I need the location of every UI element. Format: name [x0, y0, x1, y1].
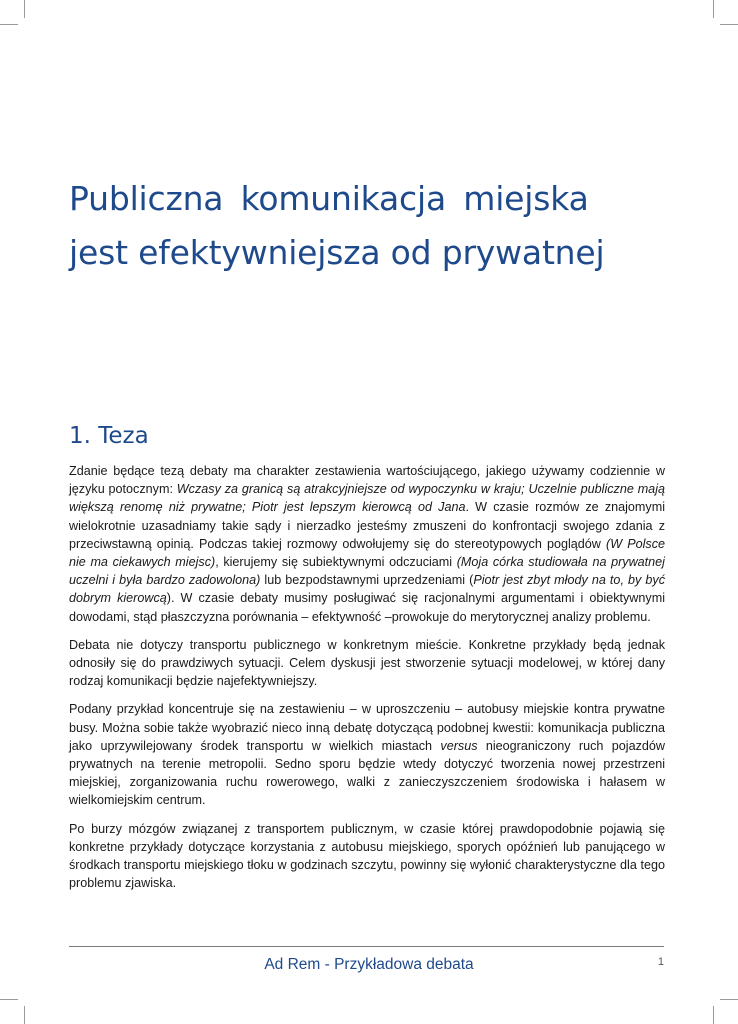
title-line-2: jest efektywniejsza od prywatnej	[69, 233, 605, 272]
document-title	[69, 172, 679, 280]
crop-mark-bottom-left-vertical	[24, 1006, 25, 1024]
text-segment: Debata nie dotyczy transportu publicznego w konkretnym mieście. Konkretne przykłady będą jednak odnosiły się do prawdziwych sytuacji. Celem dyskusji jest stworzenie sytuacji modelowej, w której dany rodzaj komunikacji będzie najefektywniejszy.	[69, 637, 665, 689]
crop-mark-bottom-right-vertical	[713, 1006, 714, 1024]
text-segment: lub bezpodstawnymi uprzedzeniami (	[260, 573, 474, 588]
footer-title: Ad Rem - Przykładowa debata	[264, 956, 474, 973]
italic-text-segment: versus	[440, 738, 478, 753]
paragraph-4	[69, 820, 665, 893]
italic-text-segment: (W Polsce nie ma ciekawych miejsc)	[69, 536, 665, 570]
crop-mark-bottom-right-horizontal	[720, 999, 738, 1000]
text-segment: , kierujemy się subiektywnymi odczuciami	[215, 555, 457, 570]
footer-divider	[69, 946, 664, 947]
page-number: 1	[657, 956, 664, 968]
crop-mark-top-right-horizontal	[720, 24, 738, 25]
section-heading: 1. Teza	[69, 423, 149, 449]
crop-mark-bottom-left-horizontal	[0, 999, 18, 1000]
italic-text-segment: (Moja córka studiowała na prywatnej uczelni i była bardzo zadowolona)	[69, 555, 665, 588]
text-segment: Po burzy mózgów związanej z transportem publicznym, w czasie której prawdopodobnie pojawią się konkretne przykłady dotyczące korzystania z autobusu miejskiego, sporych opóźnień lub panującego w środkach transportu miejskiego tłoku w godzinach szczytu, powinny się wyłonić charakterystyczne dla tego problemu zjawiska.	[69, 821, 665, 891]
paragraph-3	[69, 700, 665, 809]
text-segment: ). W czasie debaty musimy posługiwać się racjonalnymi argumentami i obiektywnymi dowodami, stąd płaszczyzna porównania – efektywność –prowokuje do merytorycznej analizy problemu.	[69, 591, 665, 624]
text-segment: . W czasie rozmów ze znajomymi wielokrotnie uzasadniamy takie sądy i nierzadko jesteśmy zmuszeni do konfrontacji swojego zdania z przeciwstawną opinią. Podczas takiej rozmowy odwołujemy się do stereotypowych poglądów	[69, 500, 665, 551]
italic-text-segment: Piotr jest zbyt młody na to, by być dobrym kierowcą	[69, 573, 665, 606]
crop-mark-top-left-vertical	[24, 0, 25, 18]
crop-mark-top-right-vertical	[713, 0, 714, 18]
text-segment: nieograniczony ruch pojazdów prywatnych na terenie metropolii. Sedno sporu będzie wtedy dotyczyć tworzenia nowej przestrzeni miejskiej, zorganizowania ruchu rowerowego, walki z zanieczyszczeniem środowiska i hałasem w wielkomiejskim centrum.	[69, 738, 666, 808]
paragraph-1	[69, 462, 665, 626]
paragraph-2	[69, 636, 665, 691]
italic-text-segment: Wczasy za granicą są atrakcyjniejsze od wypoczynku w kraju; Uczelnie publiczne mają większą renomę niż prywatne; Piotr jest lepszym kierowcą od Jana	[69, 482, 665, 515]
title-line-1: Publiczna komunikacja miejska	[69, 179, 589, 218]
body-text	[69, 462, 665, 902]
text-segment: Zdanie będące tezą debaty ma charakter zestawienia wartościującego, jakiego używamy codziennie w języku potocznym:	[69, 464, 665, 497]
text-segment: Podany przykład koncentruje się na zestawieniu – w uproszczeniu – autobusy miejskie kontra prywatne busy. Można sobie także wyobrazić nieco inną debatę dotyczącą podobnej kwestii: komunikacja publiczna jako uprzywilejowany środek transportu w wielkich miastach	[69, 702, 665, 753]
crop-mark-top-left-horizontal	[0, 24, 18, 25]
